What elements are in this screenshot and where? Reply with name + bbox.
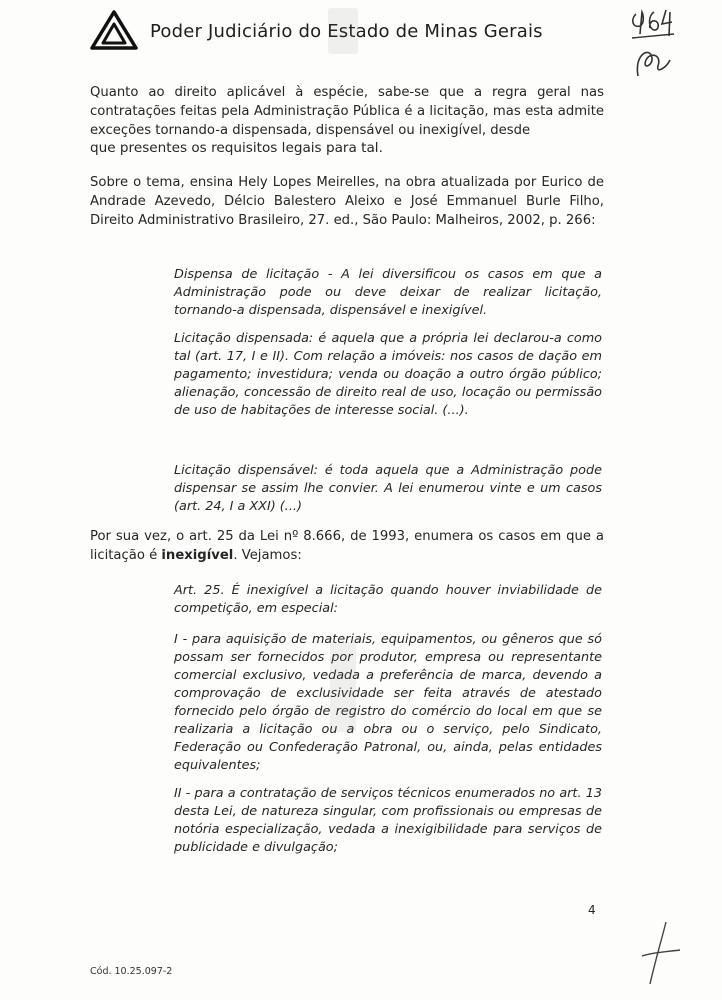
quote-art25-inciso-i: I - para aquisição de materiais, equipamentos, ou gêneros que só possam ser fornecidos por produtor, empresa ou representante comercial exclusivo, vedada a preferência de marca, devendo a comprovação de exclusividade ser feita através de atestado fornecido pelo órgão de registro do comércio do local em que se realizaria a licitação ou a obra ou o serviço, pelo Sindicato, Federação ou Confederação Patronal, ou, ainda, pelas entidades equivalentes; [174,632,602,773]
paragraph-art25-intro [90,527,604,565]
bold-inexigivel: inexigível [161,548,234,563]
handwritten-page-stamp [628,4,678,89]
court-triangle-logo-icon [90,10,138,50]
quote-dispensa-licitacao: Dispensa de licitação - A lei diversificou os casos em que a Administração pode ou deve deixar de realizar licitação, tornando-a dispensada, dispensável e inexigível. [174,267,602,318]
quote-art25-caput: Art. 25. É inexigível a licitação quando houver inviabilidade de competição, em especial: [174,583,602,616]
scan-smudge [330,642,356,732]
art25-intro-text: Por sua vez, o art. 25 da Lei nº 8.666, de 1993, enumera os casos em que a licitação é [90,529,604,563]
scan-smudge [328,8,358,54]
quote-licitacao-dispensada: Licitação dispensada: é aquela que a própria lei declarou-a como tal (art. 17, I e II). Com relação a imóveis: nos casos de dação em pagamento; investidura; venda ou doação a outro órgão público; alienação, concessão de direito real de uso, locação ou permissão de uso de habitações de interesse social. (...). [174,331,602,418]
paragraph-applicable-law-end: que presentes os requisitos legais para tal. [90,140,383,156]
page-number: 4 [588,903,596,917]
paragraph-applicable-law: Quanto ao direito aplicável à espécie, sabe-se que a regra geral nas contratações feitas pela Administração Pública é a licitação, mas esta admite exceções tornando-a dispensada, dispensável ou inexigível, desde [90,85,604,138]
court-name: Poder Judiciário do Estado de Minas Gerais [150,21,543,42]
quote-licitacao-dispensavel: Licitação dispensável: é toda aquela que a Administração pode dispensar se assim lhe convier. A lei enumerou vinte e um casos (art. 24, I a XXI) (...) [174,463,602,514]
paragraph-doctrine-intro: Sobre o tema, ensina Hely Lopes Meirelles, na obra atualizada por Eurico de Andrade Azevedo, Délcio Balestero Aleixo e José Emmanuel Burle Filho, Direito Administrativo Brasileiro, 27. ed., São Paulo: Malheiros, 2002, p. 266: [90,175,604,228]
handwritten-margin-mark [636,918,686,988]
quote-art25-inciso-ii: II - para a contratação de serviços técnicos enumerados no art. 13 desta Lei, de natureza singular, com profissionais ou empresas de notória especialização, vedada a inexigibilidade para serviços de publicidade e divulgação; [174,786,602,855]
art25-intro-end: . Vejamos: [233,548,302,563]
form-code: Cód. 10.25.097-2 [90,966,173,977]
